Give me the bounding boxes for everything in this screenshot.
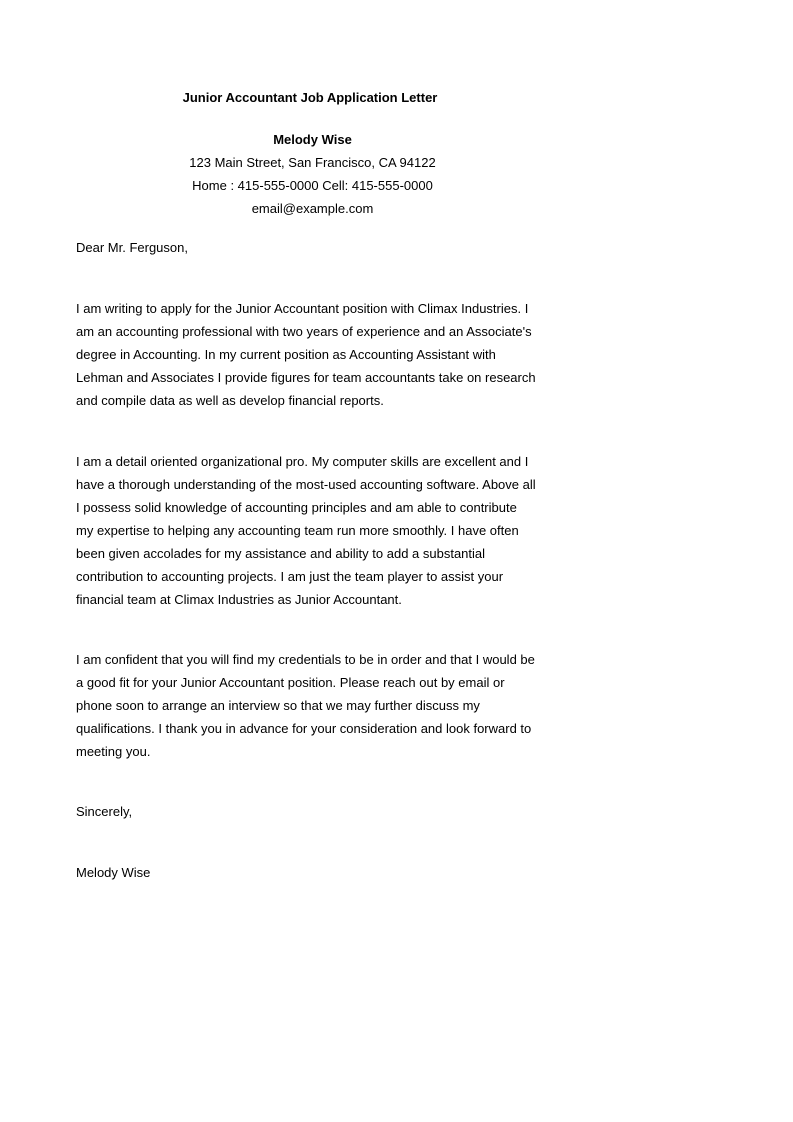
sender-name: Melody Wise — [273, 132, 352, 147]
sender-phones: Home : 415-555-0000 Cell: 415-555-0000 — [192, 178, 433, 193]
signature-name: Melody Wise — [76, 865, 151, 880]
paragraph-line: and compile data as well as develop financial reports. — [76, 393, 384, 408]
paragraph-line: qualifications. I thank you in advance for your consideration and look forward to — [76, 721, 532, 736]
sender-email: email@example.com — [251, 201, 374, 216]
paragraph-line: a good fit for your Junior Accountant position. Please reach out by email or — [76, 675, 505, 690]
paragraph-line: been given accolades for my assistance and ability to add a substantial — [76, 546, 486, 561]
sender-address: 123 Main Street, San Francisco, CA 94122 — [189, 155, 436, 170]
paragraph-line: am an accounting professional with two years of experience and an Associate's — [76, 324, 532, 339]
document-title: Junior Accountant Job Application Letter — [182, 90, 438, 105]
closing: Sincerely, — [76, 804, 133, 819]
paragraph-line: my expertise to helping any accounting team run more smoothly. I have often — [76, 523, 519, 538]
salutation: Dear Mr. Ferguson, — [76, 240, 188, 255]
body-paragraph-3 — [76, 648, 546, 763]
paragraph-line: I am confident that you will find my credentials to be in order and that I would be — [76, 652, 535, 667]
paragraph-line: contribution to accounting projects. I am just the team player to assist your — [76, 569, 504, 584]
body-paragraph-1 — [76, 297, 546, 412]
paragraph-line: have a thorough understanding of the most-used accounting software. Above all — [76, 477, 536, 492]
paragraph-line: I am a detail oriented organizational pro. My computer skills are excellent and I — [76, 454, 529, 469]
paragraph-line: financial team at Climax Industries as Junior Accountant. — [76, 592, 402, 607]
paragraph-line: degree in Accounting. In my current position as Accounting Assistant with — [76, 347, 496, 362]
paragraph-line: I am writing to apply for the Junior Accountant position with Climax Industries. I — [76, 301, 529, 316]
paragraph-line: phone soon to arrange an interview so that we may further discuss my — [76, 698, 480, 713]
paragraph-line: Lehman and Associates I provide figures for team accountants take on research — [76, 370, 536, 385]
paragraph-line: I possess solid knowledge of accounting principles and am able to contribute — [76, 500, 517, 515]
body-paragraph-2 — [76, 450, 546, 611]
paragraph-line: meeting you. — [76, 744, 151, 759]
sender-header — [140, 128, 485, 220]
